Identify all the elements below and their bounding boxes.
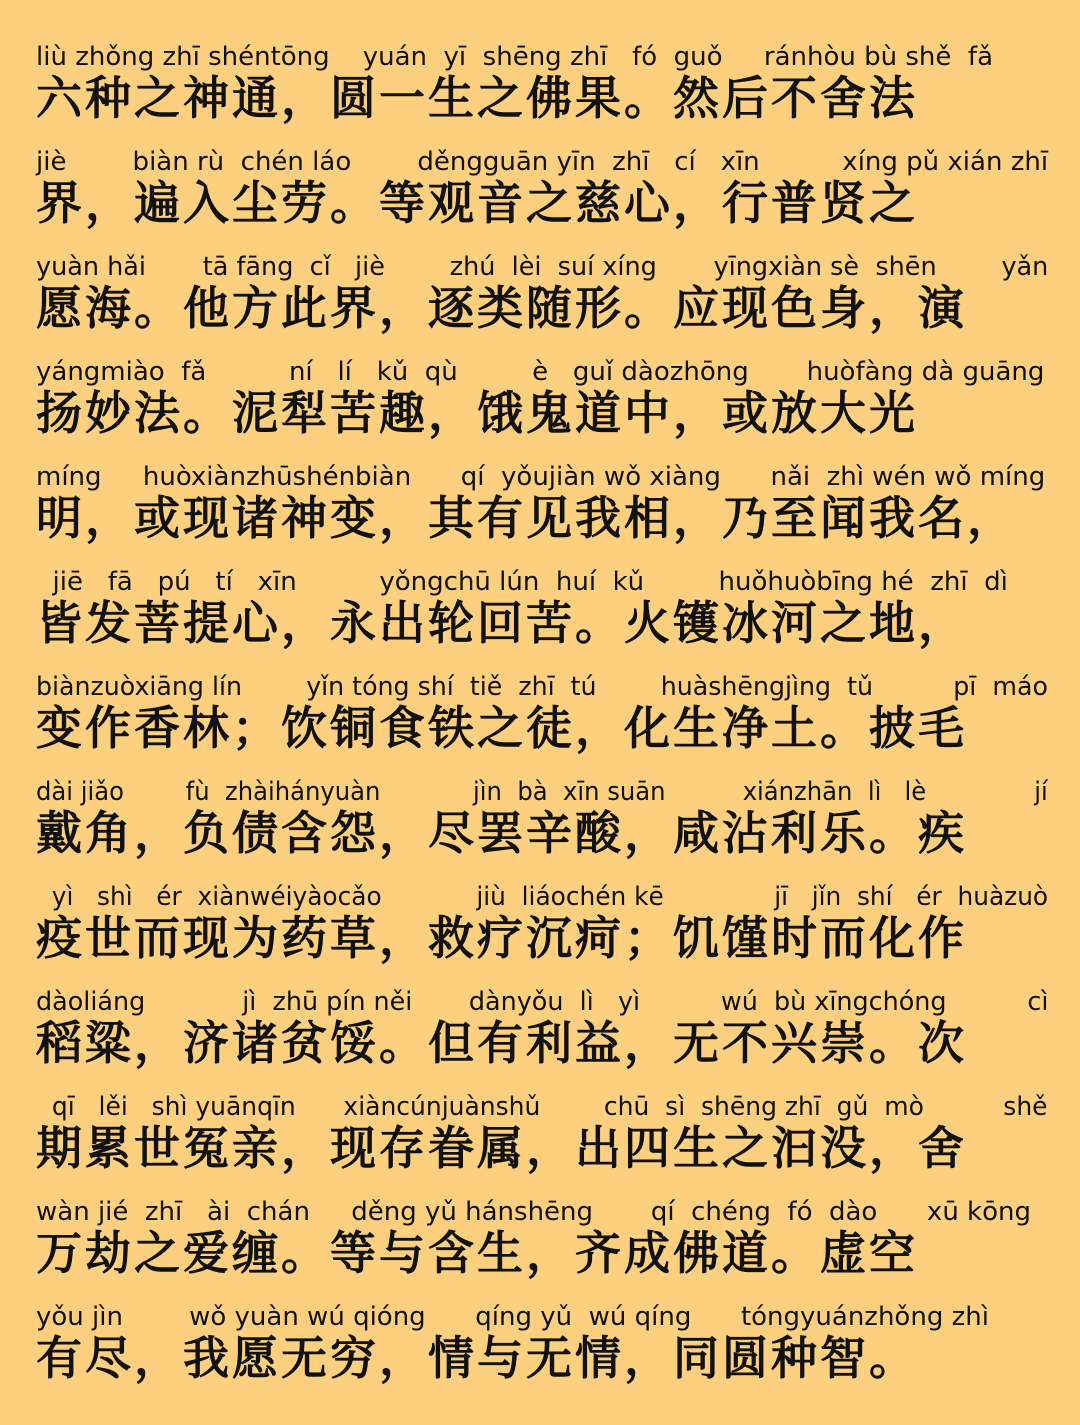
pinyin-line: wàn jié zhī ài chán děng yǔ hánshēng qí chéng fó dào xū kōng <box>36 1197 1032 1227</box>
pinyin-line: jiè biàn rù chén láo děngguān yīn zhī cí xīn xíng pǔ xián zhī <box>36 147 1049 177</box>
hanzi-line: 稻粱，济诸贫馁。但有利益，无不兴崇。次 <box>36 1016 967 1070</box>
hanzi-line: 疫世而现为药草，救疗沉疴；饥馑时而化作 <box>36 911 967 965</box>
text-line <box>36 40 1048 145</box>
hanzi-line: 明，或现诸神变，其有见我相，乃至闻我名， <box>36 491 1016 545</box>
text-line <box>36 355 1048 460</box>
text-line <box>36 880 1048 985</box>
hanzi-line: 有尽，我愿无穷，情与无情，同圆种智。 <box>36 1331 918 1385</box>
pinyin-line: jiē fā pú tí xīn yǒngchū lún huí kǔ huǒhuòbīng hé zhī dì <box>36 567 1008 597</box>
pinyin-line: dài jiǎo fù zhàihányuàn jìn bà xīn suān xiánzhān lì lè jí <box>36 777 1048 807</box>
pinyin-line: míng huòxiànzhūshénbiàn qí yǒujiàn wǒ xiàng nǎi zhì wén wǒ míng <box>36 462 1046 492</box>
text-line <box>36 1300 1048 1405</box>
text-line <box>36 985 1048 1090</box>
hanzi-line: 万劫之爱缠。等与含生，齐成佛道。虚空 <box>36 1226 918 1280</box>
hanzi-line: 愿海。他方此界，逐类随形。应现色身，演 <box>36 281 967 335</box>
hanzi-line: 变作香林；饮铜食铁之徒，化生净土。披毛 <box>36 701 967 755</box>
hanzi-line: 扬妙法。泥犁苦趣，饿鬼道中，或放大光 <box>36 386 918 440</box>
pinyin-line: qī lěi shì yuānqīn xiàncúnjuànshǔ chū sì shēng zhī gǔ mò shě <box>36 1092 1048 1122</box>
pinyin-line: biànzuòxiāng lín yǐn tóng shí tiě zhī tú huàshēngjìng tǔ pī máo <box>36 672 1048 702</box>
hanzi-line: 六种之神通，圆一生之佛果。然后不舍法 <box>36 71 918 125</box>
pinyin-line: dàoliáng jì zhū pín něi dànyǒu lì yì wú bù xīngchóng cì <box>36 987 1049 1017</box>
text-line <box>36 460 1048 565</box>
text-line <box>36 250 1048 355</box>
hanzi-line: 界，遍入尘劳。等观音之慈心，行普贤之 <box>36 176 918 230</box>
text-line <box>36 775 1048 880</box>
text-line <box>36 1195 1048 1300</box>
hanzi-line: 戴角，负债含怨，尽罢辛酸，咸沾利乐。疾 <box>36 806 967 860</box>
pinyin-line: yángmiào fǎ ní lí kǔ qù è guǐ dàozhōng huòfàng dà guāng <box>36 357 1045 387</box>
hanzi-line: 期累世冤亲，现存眷属，出四生之汩没，舍 <box>36 1121 967 1175</box>
text-line <box>36 1090 1048 1195</box>
text-line <box>36 565 1048 670</box>
hanzi-line: 皆发菩提心，永出轮回苦。火镬冰河之地， <box>36 596 967 650</box>
text-line <box>36 145 1048 250</box>
pinyin-line: liù zhǒng zhī shéntōng yuán yī shēng zhī fó guǒ ránhòu bù shě fǎ <box>36 42 993 72</box>
pinyin-line: yuàn hǎi tā fāng cǐ jiè zhú lèi suí xíng yīngxiàn sè shēn yǎn <box>36 252 1049 282</box>
pinyin-line: yǒu jìn wǒ yuàn wú qióng qíng yǔ wú qíng tóngyuánzhǒng zhì <box>36 1302 989 1332</box>
pinyin-line: yì shì ér xiànwéiyàocǎo jiù liáochén kē jī jǐn shí ér huàzuò <box>36 882 1049 912</box>
text-line <box>36 670 1048 775</box>
